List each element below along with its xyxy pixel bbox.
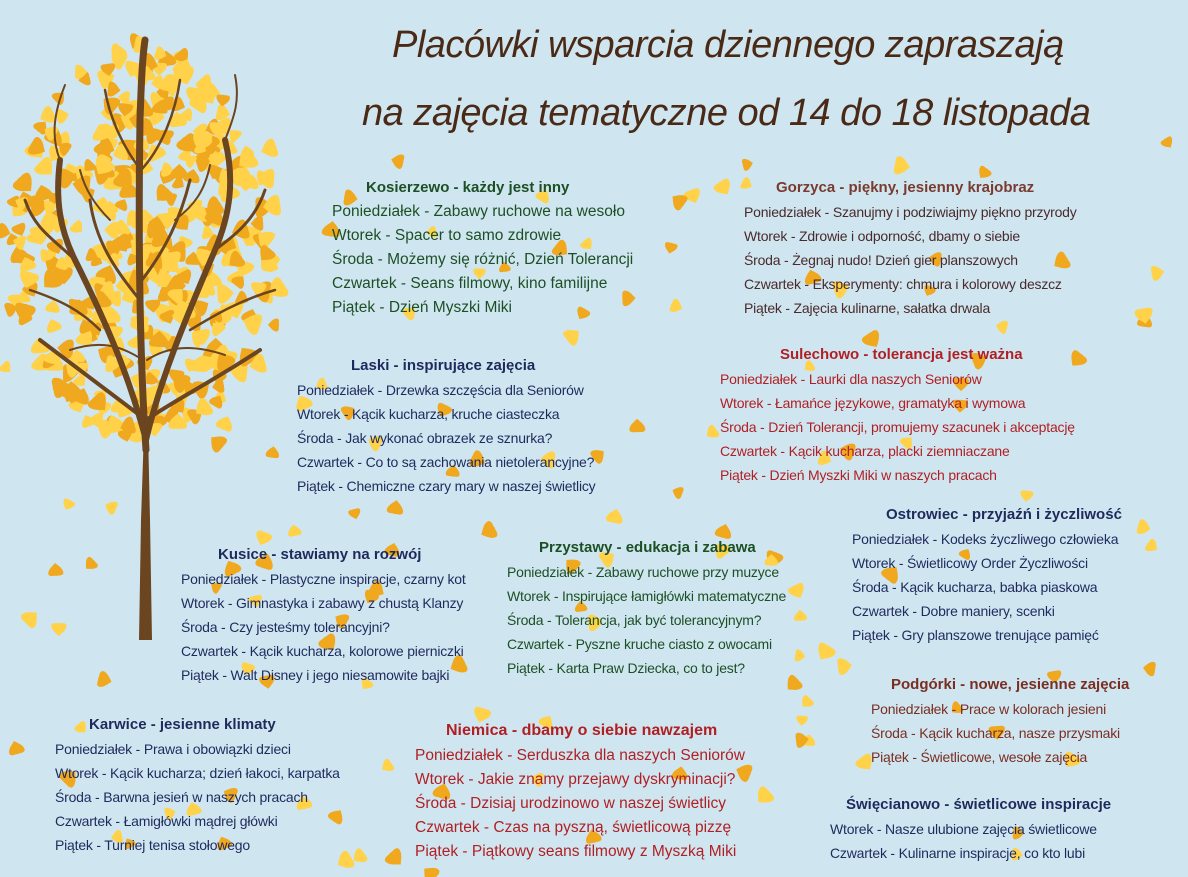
ginkgo-leaf-icon <box>562 324 585 347</box>
ginkgo-leaf-icon <box>1160 135 1176 151</box>
ginkgo-leaf-icon <box>741 157 754 171</box>
center-heading: Przystawy - edukacja i zabawa <box>539 539 756 556</box>
schedule-item: Piątek - Karta Praw Dziecka, co to jest? <box>507 660 745 676</box>
schedule-item: Piątek - Zajęcia kulinarne, sałatka drwala <box>744 300 991 316</box>
ginkgo-leaf-icon <box>265 445 280 458</box>
schedule-item: Wtorek - Łamańce językowe, gramatyka i wymowa <box>720 395 1026 411</box>
schedule-item: Czwartek - Seans filmowy, kino familijne <box>332 275 608 292</box>
ginkgo-leaf-icon <box>215 413 236 433</box>
ginkgo-leaf-icon <box>96 670 114 689</box>
schedule-item: Środa - Żegnaj nudo! Dzień gier planszowych <box>744 252 1018 268</box>
ginkgo-leaf-icon <box>893 156 912 177</box>
ginkgo-leaf-icon <box>47 562 63 576</box>
ginkgo-leaf-icon <box>669 298 685 315</box>
schedule-item: Poniedziałek - Drzewka szczęścia dla Seniorów <box>297 382 584 398</box>
schedule-item: Poniedziałek - Serduszka dla naszych Seniorów <box>415 747 745 764</box>
schedule-item: Środa - Dzisiaj urodzinowo w naszej świetlicy <box>415 795 726 812</box>
schedule-item: Poniedziałek - Plastyczne inspiracje, czarny kot <box>181 571 466 587</box>
ginkgo-leaf-icon <box>170 164 188 179</box>
center-laski <box>297 357 595 498</box>
schedule-item: Środa - Kącik kucharza, babka piaskowa <box>852 579 1098 595</box>
schedule-item: Piątek - Dzień Myszki Miki w naszych pracach <box>720 467 997 483</box>
schedule-item: Wtorek - Jakie znamy przejawy dyskryminacji? <box>415 771 736 788</box>
schedule-item: Środa - Czy jesteśmy tolerancyjni? <box>181 619 390 635</box>
schedule-item: Piątek - Chemiczne czary mary w naszej świetlicy <box>297 478 596 494</box>
ginkgo-leaf-icon <box>796 715 808 726</box>
ginkgo-leaf-icon <box>813 641 837 664</box>
ginkgo-leaf-icon <box>81 556 99 574</box>
schedule-item: Czwartek - Kącik kucharza, placki ziemniaczane <box>720 443 1010 459</box>
center-heading: Ostrowiec - przyjaźń i życzliwość <box>886 506 1122 523</box>
schedule-item: Środa - Tolerancja, jak być tolerancyjnym? <box>507 612 762 628</box>
ginkgo-leaf-icon <box>995 319 1009 335</box>
ginkgo-leaf-icon <box>1136 519 1152 537</box>
ginkgo-leaf-icon <box>79 412 97 429</box>
schedule-item: Poniedziałek - Zabawy ruchowe na wesoło <box>332 203 625 220</box>
schedule-item: Środa - Jak wykonać obrazek ze sznurka? <box>297 430 553 446</box>
ginkgo-leaf-icon <box>386 499 404 516</box>
schedule-item: Wtorek - Gimnastyka i zabawy z chustą Klanzy <box>181 595 464 611</box>
ginkgo-leaf-icon <box>670 485 684 500</box>
ginkgo-leaf-icon <box>286 523 302 537</box>
ginkgo-leaf-icon <box>216 283 234 304</box>
schedule-item: Poniedziałek - Prawa i obowiązki dzieci <box>55 741 291 757</box>
ginkgo-leaf-icon <box>1144 538 1161 555</box>
schedule-item: Poniedziałek - Prace w kolorach jesieni <box>871 701 1106 717</box>
schedule-item: Piątek - Dzień Myszki Miki <box>332 299 512 316</box>
ginkgo-leaf-icon <box>794 649 806 662</box>
schedule-item: Wtorek - Spacer to samo zdrowie <box>332 227 562 244</box>
ginkgo-leaf-icon <box>477 520 499 543</box>
ginkgo-leaf-icon <box>794 609 808 621</box>
center-heading: Święcianowo - świetlicowe inspiracje <box>846 796 1112 813</box>
center-sulechowo <box>720 346 1075 487</box>
schedule-item: Wtorek - Zdrowie i odporność, dbamy o siebie <box>744 228 1020 244</box>
ginkgo-leaf-icon <box>268 318 280 331</box>
ginkgo-leaf-icon <box>6 739 25 757</box>
schedule-item: Środa - Barwna jesień w naszych pracach <box>55 789 308 805</box>
schedule-item: Wtorek - Kącik kucharza; dzień łakoci, karpatka <box>55 765 340 781</box>
ginkgo-leaf-icon <box>787 582 808 602</box>
ginkgo-leaf-icon <box>258 138 279 161</box>
ginkgo-leaf-icon <box>239 180 253 192</box>
schedule-item: Czwartek - Co to są zachowania nietolerancyjne? <box>297 454 595 470</box>
ginkgo-leaf-icon <box>206 431 229 454</box>
center-kusice <box>181 546 466 687</box>
schedule-item: Wtorek - Świetlicowy Order Życzliwości <box>852 555 1088 571</box>
ginkgo-leaf-icon <box>383 847 407 871</box>
center-swiecianowo <box>830 796 1111 865</box>
center-ostrowiec <box>852 506 1122 647</box>
ginkgo-leaf-icon <box>703 424 721 442</box>
center-heading: Kusice - stawiamy na rozwój <box>218 546 422 563</box>
ginkgo-leaf-icon <box>379 758 396 775</box>
schedule-item: Piątek - Świetlicowe, wesołe zajęcia <box>871 749 1088 765</box>
ginkgo-leaf-icon <box>795 732 810 749</box>
center-heading: Laski - inspirujące zajęcia <box>351 357 536 374</box>
schedule-item: Środa - Kącik kucharza, nasze przysmaki <box>871 725 1120 741</box>
schedule-item: Środa - Dzień Tolerancji, promujemy szacunek i akceptację <box>720 419 1075 435</box>
title-line-1: Placówki wsparcia dziennego zapraszają <box>392 24 1064 66</box>
schedule-item: Piątek - Turniej tenisa stołowego <box>55 837 250 853</box>
ginkgo-leaf-icon <box>1019 490 1033 503</box>
ginkgo-leaf-icon <box>714 522 734 540</box>
center-heading: Niemica - dbamy o siebie nawzajem <box>446 722 718 739</box>
ginkgo-leaf-icon <box>1150 264 1165 281</box>
ginkgo-leaf-icon <box>51 623 66 636</box>
schedule-item: Poniedziałek - Laurki dla naszych Seniorów <box>720 371 982 387</box>
schedule-item: Poniedziałek - Zabawy ruchowe przy muzyce <box>507 564 779 580</box>
ginkgo-leaf-icon <box>1142 660 1157 676</box>
center-heading: Karwice - jesienne klimaty <box>89 716 276 733</box>
schedule-item: Czwartek - Eksperymenty: chmura i kolorowy deszcz <box>744 276 1062 292</box>
ginkgo-leaf-icon <box>605 507 624 525</box>
ginkgo-leaf-icon <box>44 317 63 334</box>
center-heading: Podgórki - nowe, jesienne zajęcia <box>891 676 1130 693</box>
title-line-2: na zajęcia tematyczne od 14 do 18 listopada <box>362 92 1091 134</box>
schedule-item: Wtorek - Kącik kucharza, kruche ciasteczka <box>297 406 560 422</box>
center-podgorki <box>871 676 1129 769</box>
schedule-item: Czwartek - Kulinarne inspiracje, co kto lubi <box>830 845 1085 861</box>
ginkgo-leaf-icon <box>663 241 678 255</box>
ginkgo-leaf-icon <box>629 418 645 432</box>
ginkgo-leaf-icon <box>107 81 122 98</box>
center-kosierzewo <box>332 179 633 320</box>
schedule-item: Środa - Możemy się różnić, Dzień Tolerancji <box>332 251 634 268</box>
ginkgo-leaf-icon <box>19 606 42 630</box>
schedule-item: Wtorek - Nasze ulubione zajęcia świetlicowe <box>830 821 1097 837</box>
schedule-item: Czwartek - Łamigłówki mądrej główki <box>55 813 278 829</box>
ginkgo-leaf-icon <box>60 497 76 512</box>
center-heading: Gorzyca - piękny, jesienny krajobraz <box>776 179 1035 196</box>
schedule-item: Piątek - Piątkowy seans filmowy z Myszką Miki <box>415 843 737 860</box>
ginkgo-leaf-icon <box>103 498 119 515</box>
center-heading: Sulechowo - tolerancja jest ważna <box>780 346 1023 363</box>
ginkgo-leaf-icon <box>837 657 854 676</box>
schedule-item: Poniedziałek - Kodeks życzliwego człowieka <box>852 531 1119 547</box>
schedule-item: Czwartek - Pyszne kruche ciasto z owocami <box>507 636 772 652</box>
center-niemica <box>415 722 745 864</box>
ginkgo-leaf-icon <box>215 94 230 107</box>
schedule-item: Piątek - Gry planszowe trenujące pamięć <box>852 627 1099 643</box>
schedule-item: Piątek - Walt Disney i jego niesamowite bajki <box>181 667 450 683</box>
schedule-item: Poniedziałek - Szanujmy i podziwiajmy piękno przyrody <box>744 204 1077 220</box>
ginkgo-leaf-icon <box>348 507 362 520</box>
center-heading: Kosierzewo - każdy jest inny <box>366 179 570 196</box>
ginkgo-leaf-icon <box>712 177 735 199</box>
ginkgo-leaf-icon <box>419 862 441 877</box>
ginkgo-leaf-icon <box>390 152 406 169</box>
schedule-item: Wtorek - Inspirujące łamigłówki matematyczne <box>507 588 787 604</box>
schedule-item: Czwartek - Dobre maniery, scenki <box>852 603 1055 619</box>
schedule-item: Czwartek - Kącik kucharza, kolorowe pierniczki <box>181 643 464 659</box>
ginkgo-leaf-icon <box>0 360 15 376</box>
ginkgo-leaf-icon <box>752 785 776 809</box>
ginkgo-leaf-icon <box>798 694 815 711</box>
center-karwice <box>55 716 340 857</box>
center-gorzyca <box>744 179 1077 320</box>
center-przystawy <box>507 539 786 680</box>
schedule-item: Czwartek - Czas na pyszną, świetlicową pizzę <box>415 819 732 836</box>
ginkgo-leaf-icon <box>69 219 87 237</box>
